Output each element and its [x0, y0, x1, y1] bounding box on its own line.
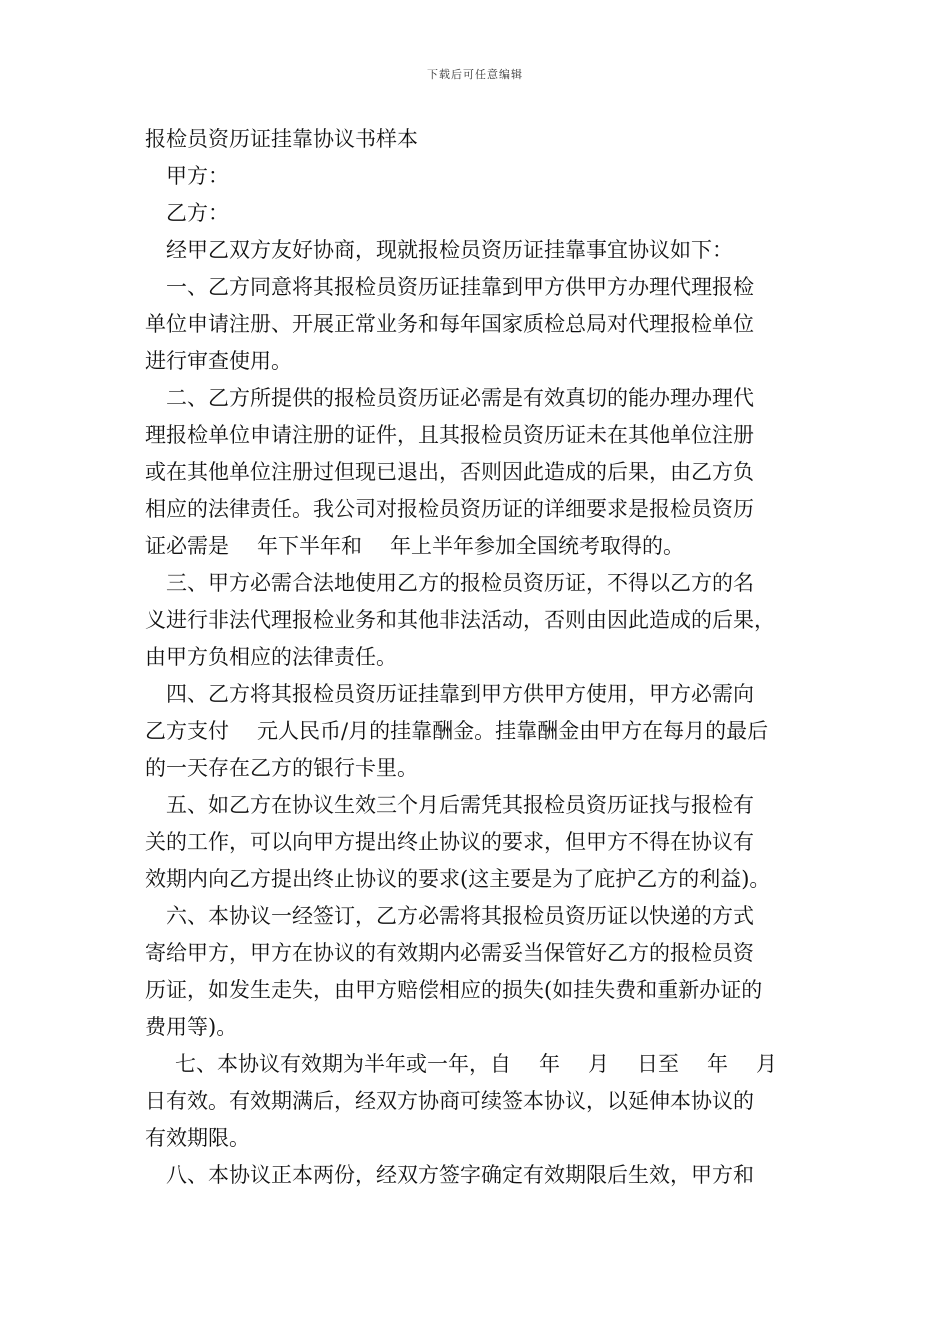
clause-7-text: 年 — [707, 1052, 728, 1076]
clause-1-line: 单位申请注册、开展正常业务和每年国家质检总局对代理报检单位 — [145, 312, 754, 336]
clause-6-line: 寄给甲方，甲方在协议的有效期内必需妥当保管好乙方的报检员资 — [145, 941, 754, 965]
clause-6-line: 费用等)。 — [145, 1015, 238, 1039]
clause-8-line: 八、本协议正本两份，经双方签字确定有效期限后生效，甲方和 — [166, 1163, 754, 1187]
clause-2-text: 证必需是 — [145, 534, 229, 558]
clause-3-line: 三、甲方必需合法地使用乙方的报检员资历证，不得以乙方的名 — [166, 571, 754, 595]
clause-2-line: 二、乙方所提供的报检员资历证必需是有效真切的能办理办理代 — [166, 386, 754, 410]
clause-6-line: 历证，如发生走失，由甲方赔偿相应的损失(如挂失费和重新办证的 — [145, 978, 763, 1002]
clause-7-text: 日至 — [637, 1052, 679, 1076]
clause-2-line: 相应的法律责任。我公司对报检员资历证的详细要求是报检员资历 — [145, 497, 754, 521]
clause-7-line — [145, 1046, 807, 1083]
clause-4-line: 四、乙方将其报检员资历证挂靠到甲方供甲方使用，甲方必需向 — [166, 682, 754, 706]
clause-7-line: 有效期限。 — [145, 1126, 250, 1150]
clause-4-text: 元人民币/月的挂靠酬金。挂靠酬金由甲方在每月的最后 — [257, 719, 769, 743]
clause-6-line: 六、本协议一经签订，乙方必需将其报检员资历证以快递的方式 — [166, 904, 754, 928]
clause-4-line: 的一天存在乙方的银行卡里。 — [145, 756, 418, 780]
clause-3-line: 义进行非法代理报检业务和其他非法活动，否则由因此造成的后果， — [145, 608, 775, 632]
clause-5-line: 五、如乙方在协议生效三个月后需凭其报检员资历证找与报检有 — [166, 793, 754, 817]
clause-2-last-line — [145, 528, 807, 565]
clause-1-line: 一、乙方同意将其报检员资历证挂靠到甲方供甲方办理代理报检 — [166, 275, 754, 299]
clause-1-line: 进行审查使用。 — [145, 349, 292, 373]
clause-3-line: 由甲方负相应的法律责任。 — [145, 645, 397, 669]
party-b-line: 乙方： — [166, 201, 229, 225]
clause-2-line: 或在其他单位注册过但现已退出，否则因此造成的后果，由乙方负 — [145, 460, 754, 484]
clause-2-text: 年下半年和 — [257, 534, 362, 558]
clause-2-text: 年上半年参加全国统考取得的。 — [390, 534, 684, 558]
clause-2-line: 理报检单位申请注册的证件，且其报检员资历证未在其他单位注册 — [145, 423, 754, 447]
clause-5-line: 关的工作，可以向甲方提出终止协议的要求，但甲方不得在协议有 — [145, 830, 754, 854]
clause-7-text: 月 — [588, 1052, 609, 1076]
clause-7-line: 日有效。有效期满后，经双方协商可续签本协议，以延伸本协议的 — [145, 1089, 754, 1113]
document-title: 报检员资历证挂靠协议书样本 — [145, 127, 418, 151]
party-a-line: 甲方： — [166, 164, 229, 188]
clause-5-line: 效期内向乙方提出终止协议的要求(这主要是为了庇护乙方的利益)。 — [145, 867, 771, 891]
document-body — [145, 121, 807, 1194]
clause-7-text: 年 — [539, 1052, 560, 1076]
intro-line: 经甲乙双方友好协商，现就报检员资历证挂靠事宜协议如下： — [166, 238, 733, 262]
clause-7-text: 七、本协议有效期为半年或一年，自 — [175, 1052, 511, 1076]
header-note: 下载后可任意编辑 — [427, 68, 523, 81]
clause-7-text: 月 — [756, 1052, 777, 1076]
clause-4-text: 乙方支付 — [145, 719, 229, 743]
clause-4-line — [145, 713, 807, 750]
